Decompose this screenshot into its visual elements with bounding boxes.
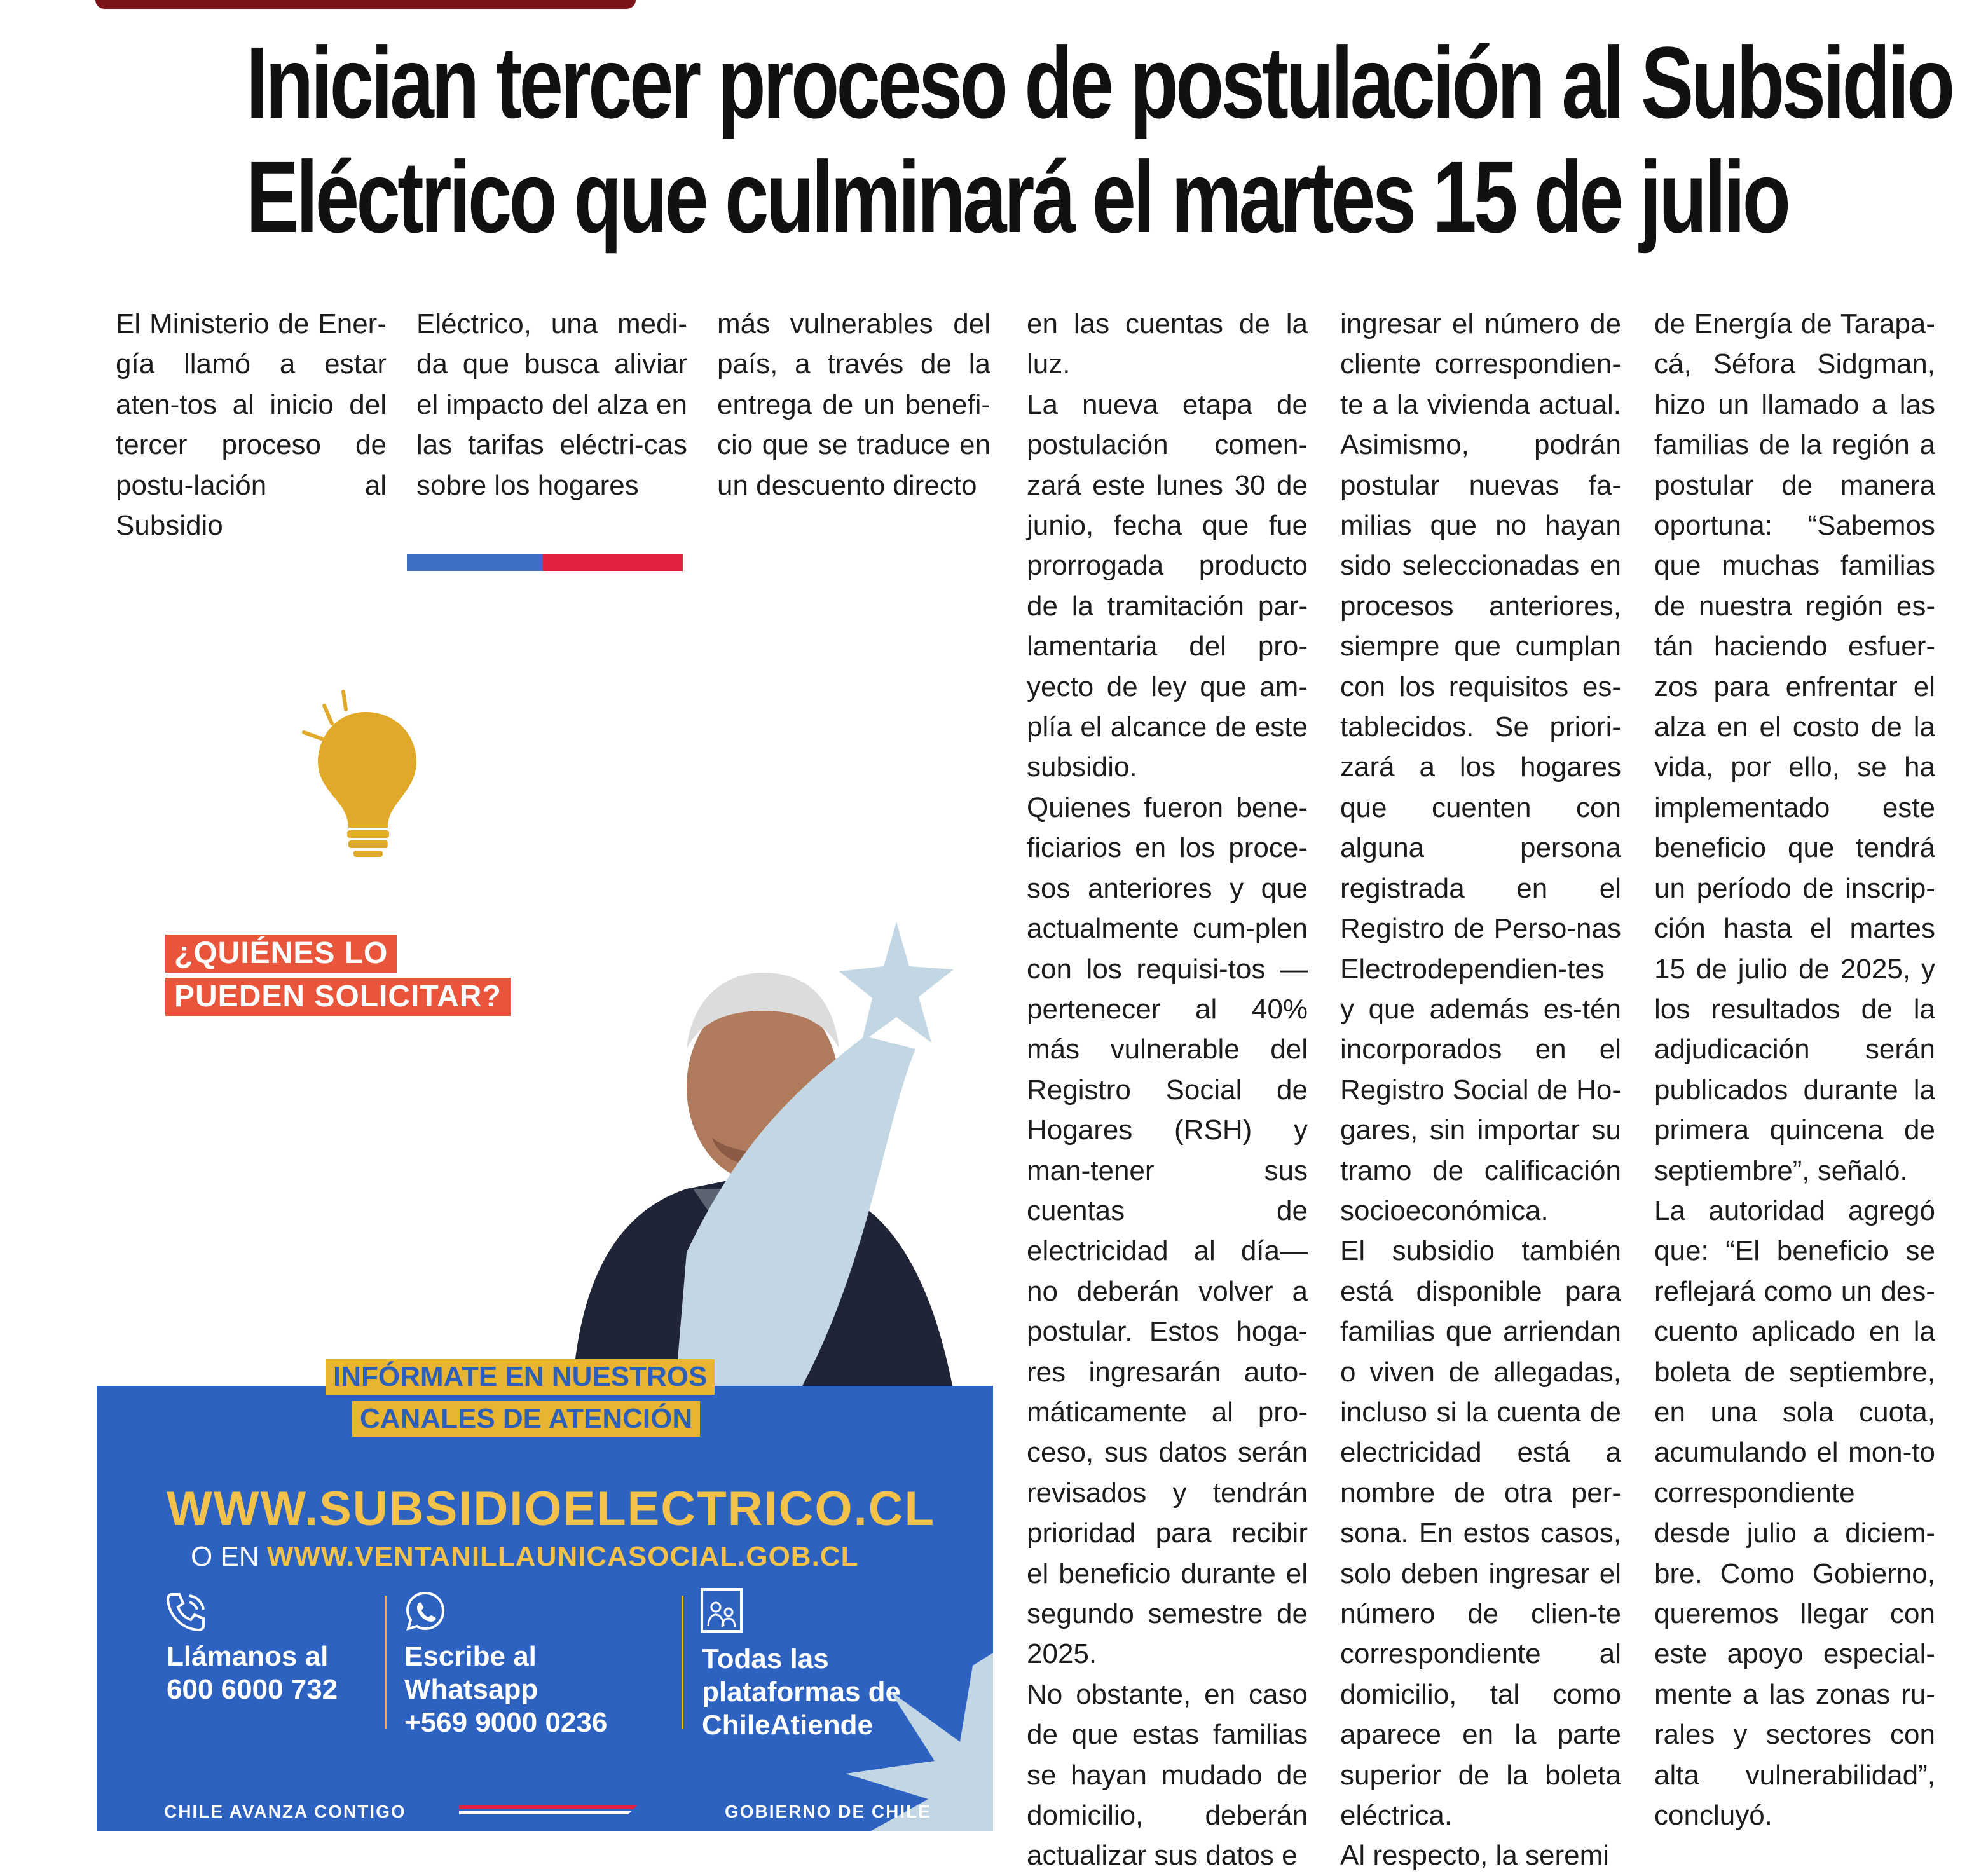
- subsidy-url[interactable]: WWW.SUBSIDIOELECTRICO.CL: [167, 1482, 936, 1536]
- contact-platforms-line-3[interactable]: ChileAtiende: [702, 1709, 873, 1741]
- paragraph: El subsidio también está disponible para familias que arriendan o viven de allegadas, incluso si la cuenta de electricidad está a nombre de otra per-sona. En estos casos, solo deben ingresar el número de clien-te correspondiente al domicilio, tal como aparece en la parte superior de la boleta eléctrica.: [1340, 1235, 1621, 1831]
- column-6: [1654, 304, 1935, 1835]
- paragraph: ingresar el número de cliente correspondien-te a la vivienda actual. Asimismo, podrán postular nuevas fa-milias que no hayan sido seleccionadas en procesos anteriores, siempre que cumplan con los requisitos es-tablecidos. Se priori-zará a los hogares que cuenten con alguna persona registrada en el Registro de Perso-nas Electrodependien-tes y que además es-tén incorporados en el Registro Social de Ho-gares, sin importar su tramo de calificación socioeconómica.: [1340, 308, 1621, 1226]
- phone-icon: [164, 1589, 209, 1634]
- paragraph: Eléctrico, una medi-da que busca aliviar el impacto del alza en las tarifas eléctri-cas sobre los hogares: [416, 308, 687, 501]
- paragraph: La nueva etapa de postulación comen-zará este lunes 30 de junio, fecha que fue prorrogada producto de la tramitación par-lamentaria del pro-yecto de ley que am-plía el alcance de este subsidio.: [1027, 388, 1308, 783]
- alt-url-prefix: O EN: [191, 1541, 259, 1572]
- contact-whatsapp: [404, 1640, 607, 1739]
- footer-left-slogan: CHILE AVANZA CONTIGO: [164, 1802, 406, 1821]
- paragraph: Al respecto, la seremi: [1340, 1840, 1610, 1872]
- contact-whatsapp-label: Escribe al: [404, 1641, 537, 1672]
- contact-separator: [385, 1596, 387, 1729]
- contact-platforms-line-2: plataformas de: [702, 1676, 901, 1708]
- contact-phone-number[interactable]: 600 6000 732: [167, 1674, 338, 1705]
- contact-phone-label: Llámanos al: [167, 1641, 329, 1672]
- column-1: [116, 304, 387, 545]
- paragraph: No obstante, en caso de que estas familias se hayan mudado de domicilio, deberán actualizar sus datos e: [1027, 1678, 1308, 1872]
- flag-stripe-blue: [407, 554, 543, 571]
- alt-url[interactable]: WWW.VENTANILLAUNICASOCIAL.GOB.CL: [266, 1541, 859, 1572]
- chileatiende-icon: [699, 1587, 744, 1634]
- inform-line-1: INFÓRMATE EN NUESTROS: [326, 1359, 715, 1395]
- contact-whatsapp-channel: Whatsapp: [404, 1674, 538, 1705]
- paragraph: La autoridad agregó que: “El beneficio se reflejará como un des-cuento aplicado en la boleta de septiembre, en una sola cuota, acumulando el mon-to correspondiente desde julio a diciem-bre. Como Gobierno, queremos llegar con este apoyo especial-mente a las zonas ru-rales y sectores con alta vulnerabilidad”, concluyó.: [1654, 1195, 1935, 1831]
- paragraph: El Ministerio de Ener-gía llamó a estar aten-tos al inicio del tercer proceso de postu-lación al Subsidio: [116, 308, 387, 542]
- headline: [246, 25, 1952, 254]
- column-5: [1340, 304, 1621, 1876]
- headline-line-2: Eléctrico que culminará el martes 15 de julio: [246, 140, 1788, 254]
- question-tag-line-2: PUEDEN SOLICITAR?: [165, 978, 511, 1016]
- question-tag-line-1: ¿QUIÉNES LO: [165, 935, 397, 973]
- paragraph: Quienes fueron bene-ficiarios en los proce-sos anteriores y que actualmente cum-plen con los requisi-tos —pertenecer al 40% más vulnerable del Registro Social de Hogares (RSH) y man-tener sus cuentas de electricidad al día— no deberán volver a postular. Estos hoga-res ingresarán auto-máticamente al pro-ceso, sus datos serán revisados y tendrán prioridad para recibir el beneficio durante el segundo semestre de 2025.: [1027, 791, 1308, 1670]
- contact-phone: [167, 1640, 338, 1706]
- lightbulb-icon: [292, 687, 439, 858]
- column-4: [1027, 304, 1308, 1876]
- whatsapp-icon: [403, 1589, 448, 1634]
- paragraph: en las cuentas de la luz.: [1027, 308, 1308, 380]
- contact-separator: [682, 1596, 683, 1729]
- contact-platforms-line-1: Todas las: [702, 1643, 829, 1674]
- alt-url-line: [191, 1541, 858, 1573]
- paragraph: más vulnerables del país, a través de la entrega de un benefi-cio que se traduce en un descuento directo: [717, 308, 990, 501]
- paragraph: de Energía de Tarapa-cá, Séfora Sidgman, hizo un llamado a las familias de la región a postular de manera oportuna: “Sabemos que muchas familias de nuestra región es-tán haciendo esfuer-zos para enfrentar el alza en el costo de la vida, por ello, se ha implementado este beneficio que tendrá un período de inscrip-ción hasta el martes 15 de julio de 2025, y los resultados de la adjudicación serán publicados durante la primera quincena de septiembre”, señaló.: [1654, 308, 1935, 1186]
- flag-stripe-small: [459, 1800, 637, 1819]
- column-3: [717, 304, 990, 505]
- column-2: [416, 304, 687, 505]
- inform-line-2: CANALES DE ATENCIÓN: [352, 1401, 700, 1437]
- footer-right-government: GOBIERNO DE CHILE: [725, 1802, 931, 1821]
- flag-stripe-red: [543, 554, 683, 571]
- contact-whatsapp-number[interactable]: +569 9000 0236: [404, 1707, 608, 1738]
- headline-line-1: Inician tercer proceso de postulación al Subsidio: [246, 25, 1952, 139]
- top-decorative-bar: [95, 0, 636, 9]
